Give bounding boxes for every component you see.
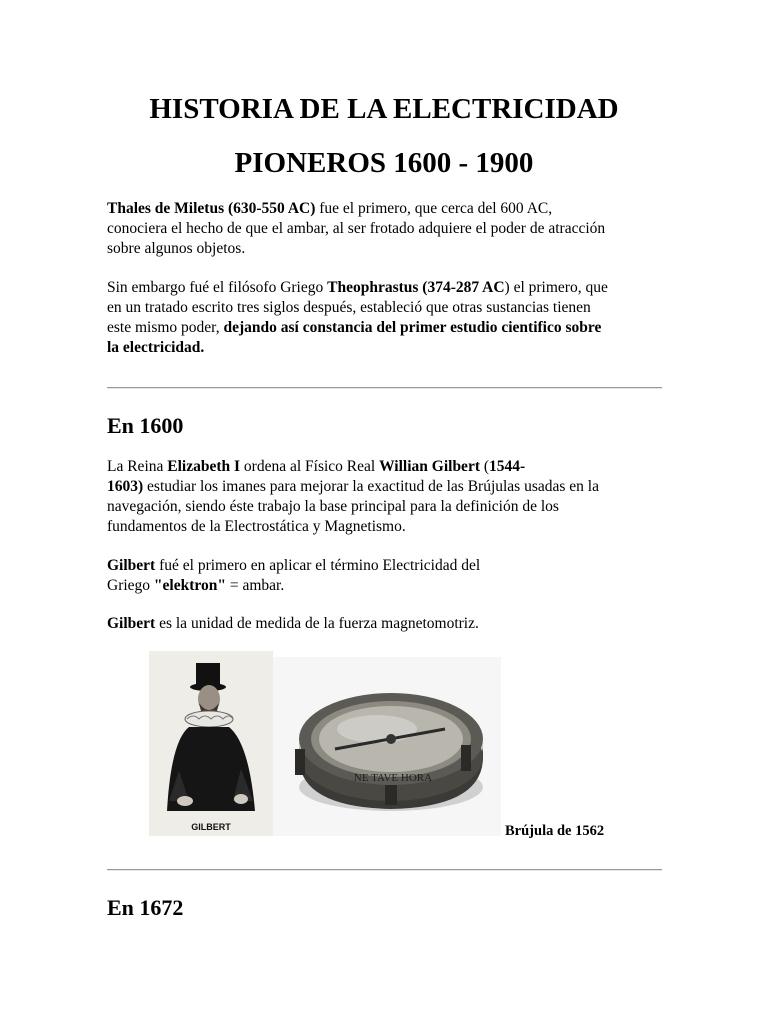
p1600-text-l3: navegación, siendo éste trabajo la base principal para la definición de los [107,498,559,515]
p1600-text-h: estudiar los imanes para mejorar la exactitud de las Brújulas usadas en la [143,478,599,495]
theo-text-4: este mismo poder, [107,319,224,336]
theo-bold-1: dejando así constancia del primer estudio cientifico sobre [223,319,602,336]
section-heading-1672: En 1672 [107,895,184,920]
p1600-text-c: ordena al Físico Real [240,458,380,475]
p3-text-b: es la unidad de medida de la fuerza magnetomotriz. [155,615,479,632]
compass-image [273,657,501,836]
p2-text-e: = ambar. [225,577,285,594]
p2-text-b: fué el primero en aplicar el término Electricidad del [155,557,481,574]
gilbert-portrait-image [149,651,273,836]
thales-text-2: conociera el hecho de que el ambar, al ser frotado adquiere el poder de atracción [107,220,606,237]
horizontal-divider [107,387,662,389]
compass-caption: Brújula de 1562 [505,823,605,839]
theo-text-2: ) el primero, que [504,279,608,296]
gilbert-dates-1: 1544- [489,458,526,475]
thales-name: Thales de Miletus (630-550 AC) [107,200,316,217]
gilbert-word-1: Gilbert [107,557,156,574]
section-heading-1600: En 1600 [107,413,184,438]
theo-text-3: en un tratado escrito tres siglos después, estableció que otras sustancias tienen [107,299,591,316]
gilbert-paragraph-3 [107,614,663,634]
p1600-text-e: ( [479,458,490,475]
p1600-text-l4: fundamentos de la Electrostática y Magnetismo. [107,518,406,535]
gilbert-name: Willian Gilbert [379,458,480,475]
portrait-label: GILBERT [191,822,231,832]
p1600-text-a: La Reina [107,458,168,475]
thales-text-3: sobre algunos objetos. [107,240,246,257]
elektron-word: "elektron" [153,577,226,594]
page-title: HISTORIA DE LA ELECTRICIDAD [149,93,619,125]
compass-engraving: NE TAVE HORA [353,772,433,784]
theo-text-1: Sin embargo fué el filósofo Griego [107,279,328,296]
gilbert-word-2: Gilbert [107,615,156,632]
elizabeth-name: Elizabeth I [167,458,241,475]
portrait-drawing [149,651,273,836]
gilbert-paragraph-2 [107,556,663,596]
compass-drawing [273,657,501,836]
page-subtitle: PIONEROS 1600 - 1900 [234,147,534,179]
p2-text-c: Griego [107,577,154,594]
gilbert-dates-2: 1603) [107,478,144,495]
gilbert-paragraph-1 [107,457,663,537]
thales-text-1: fue el primero, que cerca del 600 AC, [315,200,553,217]
intro-paragraph-theophrastus [107,278,663,358]
theo-bold-2: la electricidad. [107,339,205,356]
intro-paragraph-thales [107,199,663,259]
theophrastus-name: Theophrastus (374-287 AC [327,279,505,296]
horizontal-divider-2 [107,869,662,871]
